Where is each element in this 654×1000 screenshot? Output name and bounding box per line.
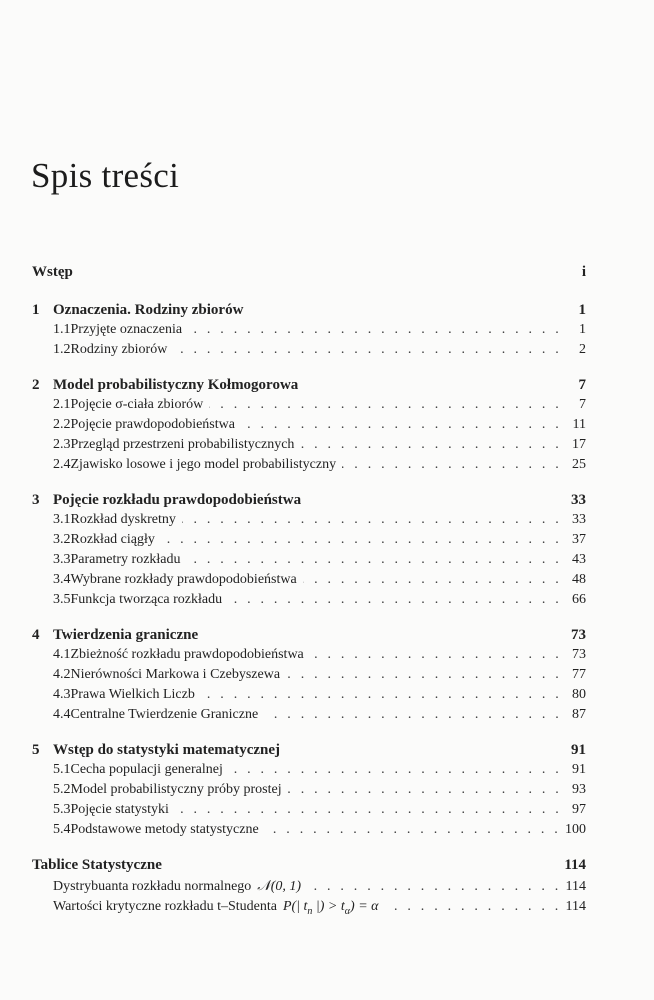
entry-number: 5.1 bbox=[53, 762, 71, 777]
entry-title[interactable]: Parametry rozkładu bbox=[70, 552, 181, 567]
dot-leader bbox=[241, 415, 562, 435]
entry-number: 3.3 bbox=[53, 552, 71, 567]
page-number[interactable]: 114 bbox=[565, 879, 586, 894]
entry-title[interactable]: Pojęcie σ-ciała zbiorów bbox=[70, 397, 204, 412]
entry-title[interactable]: Wstęp do statystyki matematycznej bbox=[53, 742, 281, 758]
toc-section-row[interactable] bbox=[32, 340, 586, 360]
entry-title[interactable]: Wartości krytyczne rozkładu t–Studenta bbox=[53, 899, 277, 914]
toc-section-row[interactable] bbox=[32, 820, 586, 840]
entry-title[interactable]: Przegląd przestrzeni probabilistycznych bbox=[70, 437, 295, 452]
toc-chapter-row[interactable] bbox=[32, 262, 586, 282]
page-title: Spis treści bbox=[31, 156, 180, 195]
toc-section-row[interactable] bbox=[32, 415, 586, 435]
dot-leader bbox=[307, 877, 561, 897]
toc-section-row[interactable] bbox=[32, 435, 586, 455]
dot-leader bbox=[187, 550, 562, 570]
toc-section-row[interactable] bbox=[32, 320, 586, 340]
toc-section-row[interactable] bbox=[32, 395, 586, 415]
dot-leader bbox=[228, 590, 562, 610]
dot-leader bbox=[303, 570, 562, 590]
entry-title[interactable]: Model probabilistyczny Kołmogorowa bbox=[53, 377, 299, 393]
page-number[interactable]: 66 bbox=[572, 592, 586, 607]
dot-leader bbox=[300, 435, 562, 455]
toc-section-row[interactable] bbox=[32, 760, 586, 780]
toc-section-row[interactable] bbox=[32, 897, 586, 917]
entry-number: 5.4 bbox=[53, 822, 71, 837]
entry-number: 4 bbox=[32, 627, 40, 643]
page-number[interactable]: 73 bbox=[571, 627, 586, 643]
entry-formula: P(| $t_n$ |) > $t_\alpha) = \alpha$ bbox=[282, 899, 379, 917]
toc-section-row[interactable] bbox=[32, 705, 586, 725]
toc-chapter-row[interactable] bbox=[32, 625, 586, 645]
toc-chapter-row[interactable] bbox=[32, 300, 586, 320]
dot-leader bbox=[173, 340, 562, 360]
page-number[interactable]: 1 bbox=[578, 302, 586, 318]
entry-title[interactable]: Funkcja tworząca rozkładu bbox=[70, 592, 223, 607]
page-number[interactable]: 17 bbox=[572, 437, 586, 452]
entry-title[interactable]: Rodziny zbiorów bbox=[70, 342, 168, 357]
page-number[interactable]: 11 bbox=[572, 417, 586, 432]
entry-number: 4.3 bbox=[53, 687, 71, 702]
entry-title[interactable]: Podstawowe metody statystyczne bbox=[70, 822, 259, 837]
toc-section-row[interactable] bbox=[32, 665, 586, 685]
dot-leader bbox=[229, 760, 562, 780]
entry-title[interactable]: Tablice Statystyczne bbox=[32, 857, 162, 873]
page-number[interactable]: 77 bbox=[572, 667, 586, 682]
toc-section-row[interactable] bbox=[32, 550, 586, 570]
entry-title[interactable]: Pojęcie statystyki bbox=[70, 802, 169, 817]
entry-title[interactable]: Model probabilistyczny próby prostej bbox=[70, 782, 282, 797]
dot-leader bbox=[188, 320, 562, 340]
entry-number: 3 bbox=[32, 492, 40, 508]
page-number[interactable]: 87 bbox=[572, 707, 586, 722]
entry-title[interactable]: Wybrane rozkłady prawdopodobieństwa bbox=[70, 572, 297, 587]
page-number[interactable]: 100 bbox=[565, 822, 586, 837]
page-number[interactable]: 97 bbox=[572, 802, 586, 817]
page-number[interactable]: 33 bbox=[572, 512, 586, 527]
toc-section-row[interactable] bbox=[32, 570, 586, 590]
page-number[interactable]: 7 bbox=[579, 397, 586, 412]
page-number[interactable]: 1 bbox=[579, 322, 586, 337]
dot-leader bbox=[342, 455, 562, 475]
dot-leader bbox=[201, 685, 562, 705]
entry-number: 2.1 bbox=[53, 397, 71, 412]
entry-number: 3.4 bbox=[53, 572, 71, 587]
toc-chapter-row[interactable] bbox=[32, 375, 586, 395]
entry-number: 1 bbox=[32, 302, 40, 318]
entry-title[interactable]: Zjawisko losowe i jego model probabilistyczny bbox=[70, 457, 337, 472]
page-number[interactable]: 91 bbox=[571, 742, 586, 758]
entry-number: 3.2 bbox=[53, 532, 71, 547]
entry-number: 2 bbox=[32, 377, 40, 393]
entry-number: 1.2 bbox=[53, 342, 71, 357]
dot-leader bbox=[209, 395, 562, 415]
toc-chapter-row[interactable] bbox=[32, 740, 586, 760]
dot-leader bbox=[286, 665, 562, 685]
page-number[interactable]: 43 bbox=[572, 552, 586, 567]
toc-section-row[interactable] bbox=[32, 455, 586, 475]
entry-title[interactable]: Nierówności Markowa i Czebyszewa bbox=[70, 667, 281, 682]
page-number[interactable]: i bbox=[581, 264, 586, 280]
page-number[interactable]: 7 bbox=[578, 377, 586, 393]
toc-section-row[interactable] bbox=[32, 510, 586, 530]
page-number[interactable]: 93 bbox=[572, 782, 586, 797]
entry-title[interactable]: Oznaczenia. Rodziny zbiorów bbox=[53, 302, 244, 318]
entry-number: 3.5 bbox=[53, 592, 71, 607]
toc-chapter-row[interactable] bbox=[32, 855, 586, 875]
table-of-contents bbox=[32, 262, 586, 917]
entry-number: 2.2 bbox=[53, 417, 71, 432]
dot-leader bbox=[310, 645, 562, 665]
page-number[interactable]: 114 bbox=[564, 857, 586, 873]
entry-number: 2.4 bbox=[53, 457, 71, 472]
entry-number: 5.3 bbox=[53, 802, 71, 817]
entry-title[interactable]: Rozkład ciągły bbox=[70, 532, 155, 547]
dot-leader bbox=[385, 897, 562, 917]
entry-title[interactable]: Prawa Wielkich Liczb bbox=[70, 687, 195, 702]
dot-leader bbox=[175, 800, 562, 820]
entry-number: 5.2 bbox=[53, 782, 71, 797]
toc-section-row[interactable] bbox=[32, 685, 586, 705]
page-number[interactable]: 114 bbox=[565, 899, 586, 914]
entry-title[interactable]: Twierdzenia graniczne bbox=[53, 627, 199, 643]
entry-title[interactable]: Pojęcie rozkładu prawdopodobieństwa bbox=[53, 492, 302, 508]
page-number[interactable]: 73 bbox=[572, 647, 586, 662]
toc-section-row[interactable] bbox=[32, 530, 586, 550]
entry-number: 3.1 bbox=[53, 512, 71, 527]
entry-title[interactable]: Dystrybuanta rozkładu normalnego bbox=[53, 879, 252, 894]
entry-title[interactable]: Pojęcie prawdopodobieństwa bbox=[70, 417, 235, 432]
entry-number: 4.2 bbox=[53, 667, 71, 682]
entry-title[interactable]: Zbieżność rozkładu prawdopodobieństwa bbox=[70, 647, 304, 662]
dot-leader bbox=[264, 705, 562, 725]
entry-title[interactable]: Centralne Twierdzenie Graniczne bbox=[70, 707, 259, 722]
entry-formula: 𝒩(0, 1) bbox=[257, 879, 302, 894]
page-number[interactable]: 37 bbox=[572, 532, 586, 547]
entry-number: 4.4 bbox=[53, 707, 71, 722]
page-number[interactable]: 2 bbox=[579, 342, 586, 357]
entry-title[interactable]: Cecha populacji generalnej bbox=[70, 762, 223, 777]
entry-number: 5 bbox=[32, 742, 40, 758]
page-number[interactable]: 48 bbox=[572, 572, 586, 587]
toc-section-row[interactable] bbox=[32, 877, 586, 897]
dot-leader bbox=[288, 780, 562, 800]
page-number[interactable]: 33 bbox=[571, 492, 586, 508]
entry-title[interactable]: Przyjęte oznaczenia bbox=[70, 322, 183, 337]
page-number[interactable]: 80 bbox=[572, 687, 586, 702]
toc-section-row[interactable] bbox=[32, 780, 586, 800]
entry-number: 4.1 bbox=[53, 647, 71, 662]
dot-leader bbox=[265, 820, 561, 840]
entry-number: 2.3 bbox=[53, 437, 71, 452]
page-number[interactable]: 91 bbox=[572, 762, 586, 777]
entry-number: 1.1 bbox=[53, 322, 71, 337]
page-number[interactable]: 25 bbox=[572, 457, 586, 472]
toc-chapter-row[interactable] bbox=[32, 490, 586, 510]
entry-title[interactable]: Wstęp bbox=[32, 264, 73, 280]
entry-title[interactable]: Rozkład dyskretny bbox=[70, 512, 176, 527]
toc-section-row[interactable] bbox=[32, 645, 586, 665]
dot-leader bbox=[161, 530, 562, 550]
toc-section-row[interactable] bbox=[32, 590, 586, 610]
toc-section-row[interactable] bbox=[32, 800, 586, 820]
dot-leader bbox=[182, 510, 562, 530]
